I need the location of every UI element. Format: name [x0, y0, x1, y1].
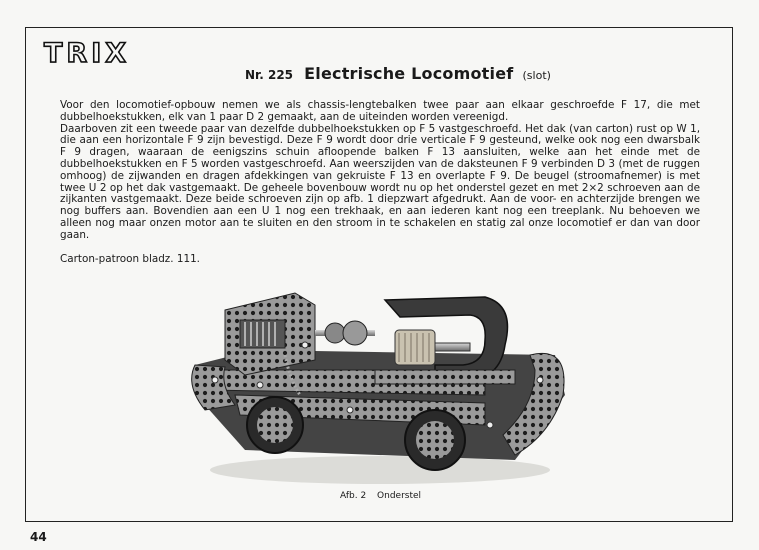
figure-label: Afb. 2: [340, 491, 367, 501]
paragraph: Daarboven zit een tweede paar van dezelfde dubbelhoekstukken op F 5 vastgeschroefd. Het dak (van carton) rust op W 1, die aan een horizontale F 9 zijn bevestigd. Deze F 9 wordt door drie verticale F 9 gesteund, welke ook nog een dwarsbalk F 9 dragen, waaraan de eenigszins schuin afloopende balken F 13 aansluiten, welke aan het einde met de dubbelhoekstukken en F 5 worden vastgeschroefd. Aan weerszijden van de daksteunen F 9 verbinden D 3 (met de ruggen omhoog) de zijwanden en dragen afdekkingen van gekruiste F 13 en overlapte F 9. De beugel (stroomafnemer) is met twee U 2 op het dak vastgemaakt. De geheele bovenbouw wordt nu op het onderstel gezet en met 2×2 schroeven aan de zijkanten vastgemaakt. Deze beide schroeven zijn op afb. 1 diepzwart afgedrukt. Aan de voor- en achterzijde brengen we nog buffers aan. Bovendien aan een U 1 nog een trekhaak, en aan iederen kant nog een treeplank. Nu behoeven we alleen nog maar onzen motor aan te sluiten en den stroom in te schakelen en statig zal onze locomotief er dan van door gaan.: [60, 122, 700, 241]
page-number: 44: [30, 530, 47, 544]
figure-caption: [340, 491, 421, 501]
paragraph: Voor den locomotief-opbouw nemen we als chassis-lengtebalken twee paar aan elkaar geschroefde F 17, die met dubbelhoekstukken, elk van 1 paar D 2 gemaakt, aan de uiteinden worden vereenigd.: [60, 99, 700, 123]
figure-caption-text: Onderstel: [377, 491, 422, 501]
model-title: Electrische Locomotief: [304, 64, 514, 83]
instruction-text: [60, 100, 700, 242]
model-subtitle: (slot): [522, 69, 551, 82]
trix-logo: TRIX: [44, 38, 131, 69]
carton-pattern-reference: Carton-patroon bladz. 111.: [60, 253, 200, 265]
page-title: [245, 64, 551, 83]
model-number: Nr. 225: [245, 68, 294, 82]
chassis-illustration: [185, 285, 575, 490]
